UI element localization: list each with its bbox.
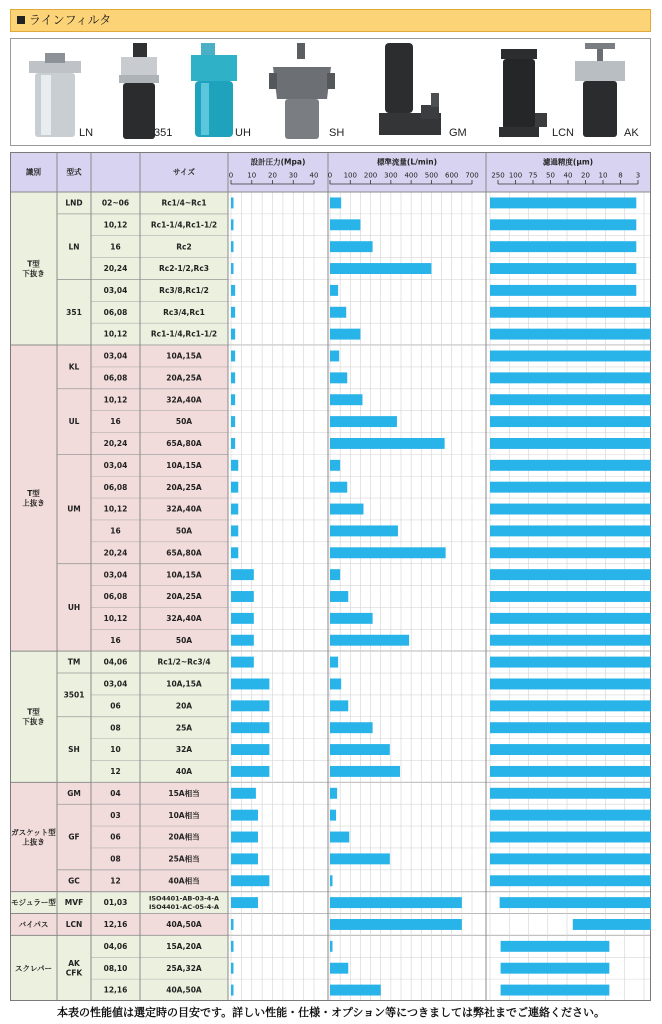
precision-bar — [490, 504, 651, 515]
model-label: 351 — [66, 307, 82, 317]
model-caption: LN — [79, 127, 94, 139]
category-label: スクレパー — [15, 963, 52, 973]
precision-bar — [490, 351, 651, 362]
section-title: ラインフィルタ — [29, 13, 112, 27]
pressure-bar — [231, 678, 269, 689]
precision-bar — [490, 635, 651, 646]
table-row-size: 10A,15A — [166, 570, 202, 580]
table-row-size: Rc1/2~Rc3/4 — [157, 657, 211, 667]
flow-bar — [330, 394, 362, 405]
model-label: LND — [65, 198, 83, 208]
table-row-size: 65A,80A — [166, 548, 202, 558]
table-row-size: 10A,15A — [166, 460, 202, 470]
section-header — [10, 9, 651, 32]
table-row-code: 08 — [110, 723, 121, 733]
pressure-tick-label: 10 — [247, 171, 257, 180]
lcn-filter-photo — [491, 43, 551, 141]
category-label: ガスケット型 — [11, 827, 56, 837]
table-row-size: Rc1/4~Rc1 — [161, 198, 207, 208]
table-row-code: 06 — [110, 701, 121, 711]
table-row-code: 08,10 — [103, 963, 128, 973]
table-row-size: 40A,50A — [166, 985, 202, 995]
table-row-size: 10A,15A — [166, 351, 202, 361]
flow-bar — [330, 810, 336, 821]
category-label: 下抜き — [22, 268, 45, 278]
precision-tick-label: 3 — [635, 171, 641, 180]
table-row-code: 06,08 — [103, 373, 128, 383]
pressure-bar — [231, 722, 269, 733]
table-row-size: 40A — [175, 767, 193, 777]
precision-bar — [490, 285, 636, 296]
precision-bar — [500, 897, 651, 908]
flow-bar — [330, 832, 349, 843]
pressure-bar — [231, 197, 234, 208]
flow-bar — [330, 985, 381, 996]
precision-bar — [490, 678, 651, 689]
flow-bar — [330, 438, 445, 449]
flow-tick-label: 300 — [384, 171, 398, 180]
pressure-bar — [231, 853, 258, 864]
table-row-size: 32A — [175, 745, 193, 755]
model-caption: SH — [329, 127, 345, 139]
table-row-code: 06,08 — [103, 482, 128, 492]
pressure-tick-label: 30 — [288, 171, 298, 180]
precision-bar — [490, 197, 636, 208]
precision-tick-label: 40 — [563, 171, 573, 180]
flow-bar — [330, 416, 397, 427]
flow-bar — [330, 613, 373, 624]
flow-bar — [330, 875, 333, 886]
flow-bar — [330, 788, 337, 799]
flow-tick-label: 500 — [424, 171, 439, 180]
table-row-size: 40A相当 — [168, 876, 200, 886]
pressure-tick-label: 40 — [309, 171, 319, 180]
precision-bar — [490, 657, 651, 668]
pressure-bar — [231, 416, 235, 427]
pressure-bar — [231, 219, 234, 230]
table-row-size: Rc2 — [176, 242, 192, 252]
flow-bar — [330, 919, 462, 930]
model-label: KL — [68, 362, 80, 372]
table-row-size: ISO4401-AB-03-4-A — [148, 894, 220, 903]
pressure-bar — [231, 810, 258, 821]
precision-tick-label: 75 — [528, 171, 538, 180]
flow-bar — [330, 722, 373, 733]
flow-bar — [330, 635, 409, 646]
model-label: GM — [67, 788, 81, 798]
model-label: UH — [67, 603, 81, 613]
precision-bar — [501, 941, 610, 952]
category-label: 下抜き — [22, 717, 45, 727]
precision-bar — [490, 241, 636, 252]
table-row-size: 25A相当 — [168, 854, 200, 864]
model-label: LN — [68, 242, 80, 252]
table-row-code: 04 — [110, 788, 121, 798]
flow-bar — [330, 351, 339, 362]
precision-bar — [490, 613, 651, 624]
pressure-bar — [231, 285, 235, 296]
header-size: サイズ — [173, 167, 195, 177]
precision-tick-label: 100 — [508, 171, 523, 180]
model-caption: AK — [624, 127, 639, 139]
table-row-size: 32A,40A — [166, 613, 202, 623]
precision-tick-label: 50 — [546, 171, 555, 180]
flow-bar — [330, 591, 348, 602]
table-row-code: 01,03 — [103, 898, 128, 908]
pressure-bar — [231, 569, 254, 580]
flow-bar — [330, 569, 340, 580]
category-label: バイパス — [18, 920, 49, 930]
table-row-code: 16 — [110, 417, 121, 427]
pressure-tick-label: 20 — [268, 171, 277, 180]
table-row-code: 08 — [110, 854, 121, 864]
table-row-size: 32A,40A — [166, 504, 202, 514]
flow-bar — [330, 219, 360, 230]
table-row-size: ISO4401-AC-05-4-A — [148, 903, 220, 912]
precision-bar — [490, 875, 651, 886]
pressure-bar — [231, 263, 234, 274]
precision-bar — [490, 329, 651, 340]
precision-bar — [490, 810, 651, 821]
table-row-size: 40A,50A — [166, 920, 202, 930]
table-row-code: 20,24 — [103, 264, 128, 274]
precision-tick-label: 8 — [618, 171, 623, 180]
header-precision: 濾過精度(μm) — [542, 157, 594, 167]
category-label: 上抜き — [22, 837, 45, 847]
ln-filter-photo — [25, 43, 85, 141]
table-row-code: 12 — [110, 767, 121, 777]
model-label: GC — [68, 876, 80, 886]
precision-bar — [501, 985, 610, 996]
category-label: T型 — [27, 259, 40, 269]
pressure-bar — [231, 547, 238, 558]
model-label: CFK — [65, 968, 83, 978]
table-row-code: 10,12 — [103, 613, 128, 623]
pressure-bar — [231, 394, 235, 405]
flow-bar — [330, 853, 390, 864]
precision-bar — [490, 722, 651, 733]
precision-bar — [490, 766, 651, 777]
sh-filter-photo — [267, 43, 337, 141]
table-row-size: 10A,15A — [166, 679, 202, 689]
model-label: 3501 — [63, 690, 85, 700]
flow-bar — [330, 504, 363, 515]
table-row-size: Rc3/8,Rc1/2 — [159, 286, 209, 296]
precision-bar — [490, 832, 651, 843]
pressure-bar — [231, 985, 234, 996]
line-filter-spec-table — [10, 152, 651, 1001]
pressure-bar — [231, 700, 269, 711]
table-row-size: 25A,32A — [166, 963, 202, 973]
pressure-bar — [231, 241, 234, 252]
table-row-code: 03,04 — [103, 679, 128, 689]
flow-bar — [330, 941, 333, 952]
table-row-size: 20A相当 — [168, 832, 200, 842]
pressure-bar — [231, 438, 235, 449]
precision-bar — [501, 963, 610, 974]
precision-bar — [490, 482, 651, 493]
table-row-code: 02~06 — [101, 198, 130, 208]
precision-bar — [490, 438, 651, 449]
precision-tick-label: 250 — [491, 171, 505, 180]
flow-bar — [330, 460, 340, 471]
table-row-code: 12 — [110, 876, 121, 886]
table-row-size: Rc3/4,Rc1 — [163, 307, 205, 317]
footer-note: 本表の性能値は選定時の目安です。詳しい性能・仕様・オプション等につきましては弊社までご連絡ください。 — [57, 1006, 605, 1019]
flow-tick-label: 0 — [327, 171, 333, 180]
flow-bar — [330, 547, 446, 558]
flow-bar — [330, 525, 398, 536]
pressure-bar — [231, 613, 254, 624]
pressure-bar — [231, 372, 235, 383]
table-row-size: Rc2-1/2,Rc3 — [158, 264, 210, 274]
model-label: AK — [68, 959, 80, 969]
precision-bar — [490, 307, 651, 318]
table-row-size: 32A,40A — [166, 395, 202, 405]
precision-bar — [490, 853, 651, 864]
header-model: 型式 — [66, 167, 82, 177]
flow-bar — [330, 963, 348, 974]
table-row-code: 06,08 — [103, 592, 128, 602]
precision-bar — [490, 525, 651, 536]
precision-bar — [490, 569, 651, 580]
model-label: UM — [67, 504, 81, 514]
pressure-bar — [231, 919, 234, 930]
table-row-size: 15A,20A — [166, 941, 202, 951]
table-row-size: 20A,25A — [166, 482, 202, 492]
category-label: T型 — [27, 488, 40, 498]
precision-tick-label: 20 — [581, 171, 590, 180]
model-caption: GM — [449, 127, 467, 139]
table-row-code: 10,12 — [103, 329, 128, 339]
pressure-bar — [231, 329, 235, 340]
precision-bar — [490, 788, 651, 799]
category-label: 上抜き — [22, 498, 45, 508]
table-row-code: 06 — [110, 832, 121, 842]
precision-bar — [573, 919, 651, 930]
table-row-size: 20A,25A — [166, 373, 202, 383]
table-row-code: 10,12 — [103, 220, 128, 230]
flow-bar — [330, 897, 462, 908]
pressure-bar — [231, 591, 254, 602]
precision-bar — [490, 219, 636, 230]
model-photo-strip — [10, 38, 651, 146]
precision-tick-label: 10 — [598, 171, 608, 180]
flow-bar — [330, 307, 346, 318]
table-row-code: 10,12 — [103, 504, 128, 514]
flow-bar — [330, 372, 347, 383]
model-label: UL — [68, 417, 80, 427]
model-label: TM — [67, 657, 81, 667]
table-row-size: 20A,25A — [166, 592, 202, 602]
model-caption: LCN — [552, 127, 575, 139]
pressure-bar — [231, 788, 256, 799]
pressure-bar — [231, 635, 254, 646]
table-row-code: 16 — [110, 242, 121, 252]
table-row-code: 12,16 — [103, 985, 128, 995]
table-row-code: 03,04 — [103, 286, 128, 296]
table-row-code: 04,06 — [103, 941, 128, 951]
flow-bar — [330, 263, 431, 274]
precision-bar — [490, 591, 651, 602]
table-row-size: Rc1-1/4,Rc1-1/2 — [150, 329, 218, 339]
table-row-code: 10,12 — [103, 395, 128, 405]
table-row-size: 20A — [175, 701, 193, 711]
ak-filter-photo — [571, 43, 629, 141]
table-row-code: 10 — [110, 745, 121, 755]
flow-bar — [330, 285, 338, 296]
flow-bar — [330, 744, 390, 755]
precision-bar — [490, 460, 651, 471]
precision-bar — [490, 372, 651, 383]
flow-bar — [330, 329, 360, 340]
table-header-bg — [10, 152, 228, 192]
flow-bar — [330, 678, 341, 689]
flow-tick-label: 400 — [404, 171, 418, 180]
precision-bar — [490, 394, 651, 405]
model-caption: UH — [235, 127, 251, 139]
table-row-size: 50A — [175, 526, 193, 536]
table-row-size: 10A相当 — [168, 810, 200, 820]
precision-bar — [490, 744, 651, 755]
pressure-bar — [231, 525, 238, 536]
table-row-code: 03,04 — [103, 351, 128, 361]
square-bullet-icon — [17, 16, 25, 24]
flow-tick-label: 600 — [445, 171, 459, 180]
table-row-size: Rc1-1/4,Rc1-1/2 — [150, 220, 218, 230]
uh-filter-photo — [187, 43, 241, 141]
header-flow: 標準流量(L/min) — [376, 157, 438, 167]
table-row-code: 03 — [110, 810, 121, 820]
flow-bar — [330, 700, 348, 711]
pressure-bar — [231, 351, 235, 362]
flow-bar — [330, 197, 341, 208]
flow-bar — [330, 657, 338, 668]
pressure-bar — [231, 941, 234, 952]
table-row-size: 65A,80A — [166, 439, 202, 449]
table-row-size: 50A — [175, 417, 193, 427]
table-row-code: 03,04 — [103, 460, 128, 470]
pressure-bar — [231, 832, 258, 843]
table-row-size: 15A相当 — [168, 788, 200, 798]
pressure-bar — [231, 482, 238, 493]
table-row-code: 16 — [110, 526, 121, 536]
precision-bar — [490, 547, 651, 558]
model-label: GF — [68, 832, 80, 842]
pressure-bar — [231, 744, 269, 755]
table-row-code: 04,06 — [103, 657, 128, 667]
table-row-code: 12,16 — [103, 920, 128, 930]
pressure-bar — [231, 875, 269, 886]
table-row-code: 16 — [110, 635, 121, 645]
flow-bar — [330, 241, 373, 252]
flow-tick-label: 100 — [343, 171, 357, 180]
pressure-bar — [231, 657, 254, 668]
precision-bar — [490, 416, 651, 427]
category-label: モジュラー型 — [11, 898, 56, 908]
header-category: 識別 — [26, 167, 41, 177]
precision-bar — [490, 263, 636, 274]
flow-tick-label: 200 — [363, 171, 378, 180]
flow-bar — [330, 482, 347, 493]
model-label: MVF — [64, 898, 84, 908]
pressure-bar — [231, 963, 234, 974]
pressure-tick-label: 0 — [228, 171, 234, 180]
gm-filter-photo — [371, 43, 449, 141]
precision-bar — [490, 700, 651, 711]
pressure-bar — [231, 307, 235, 318]
table-row-code: 20,24 — [103, 439, 128, 449]
table-row-code: 06,08 — [103, 307, 128, 317]
header-pressure: 設計圧力(Mpa) — [250, 157, 306, 167]
pressure-bar — [231, 897, 258, 908]
table-row-size: 25A — [175, 723, 193, 733]
pressure-bar — [231, 766, 269, 777]
table-row-size: 50A — [175, 635, 193, 645]
model-caption: 351 — [154, 127, 173, 139]
flow-tick-label: 700 — [465, 171, 479, 180]
model-label: LCN — [65, 920, 83, 930]
category-label: T型 — [27, 707, 40, 717]
model-label: SH — [68, 745, 80, 755]
table-row-code: 03,04 — [103, 570, 128, 580]
table-row-code: 20,24 — [103, 548, 128, 558]
flow-bar — [330, 766, 400, 777]
pressure-bar — [231, 504, 238, 515]
pressure-bar — [231, 460, 238, 471]
